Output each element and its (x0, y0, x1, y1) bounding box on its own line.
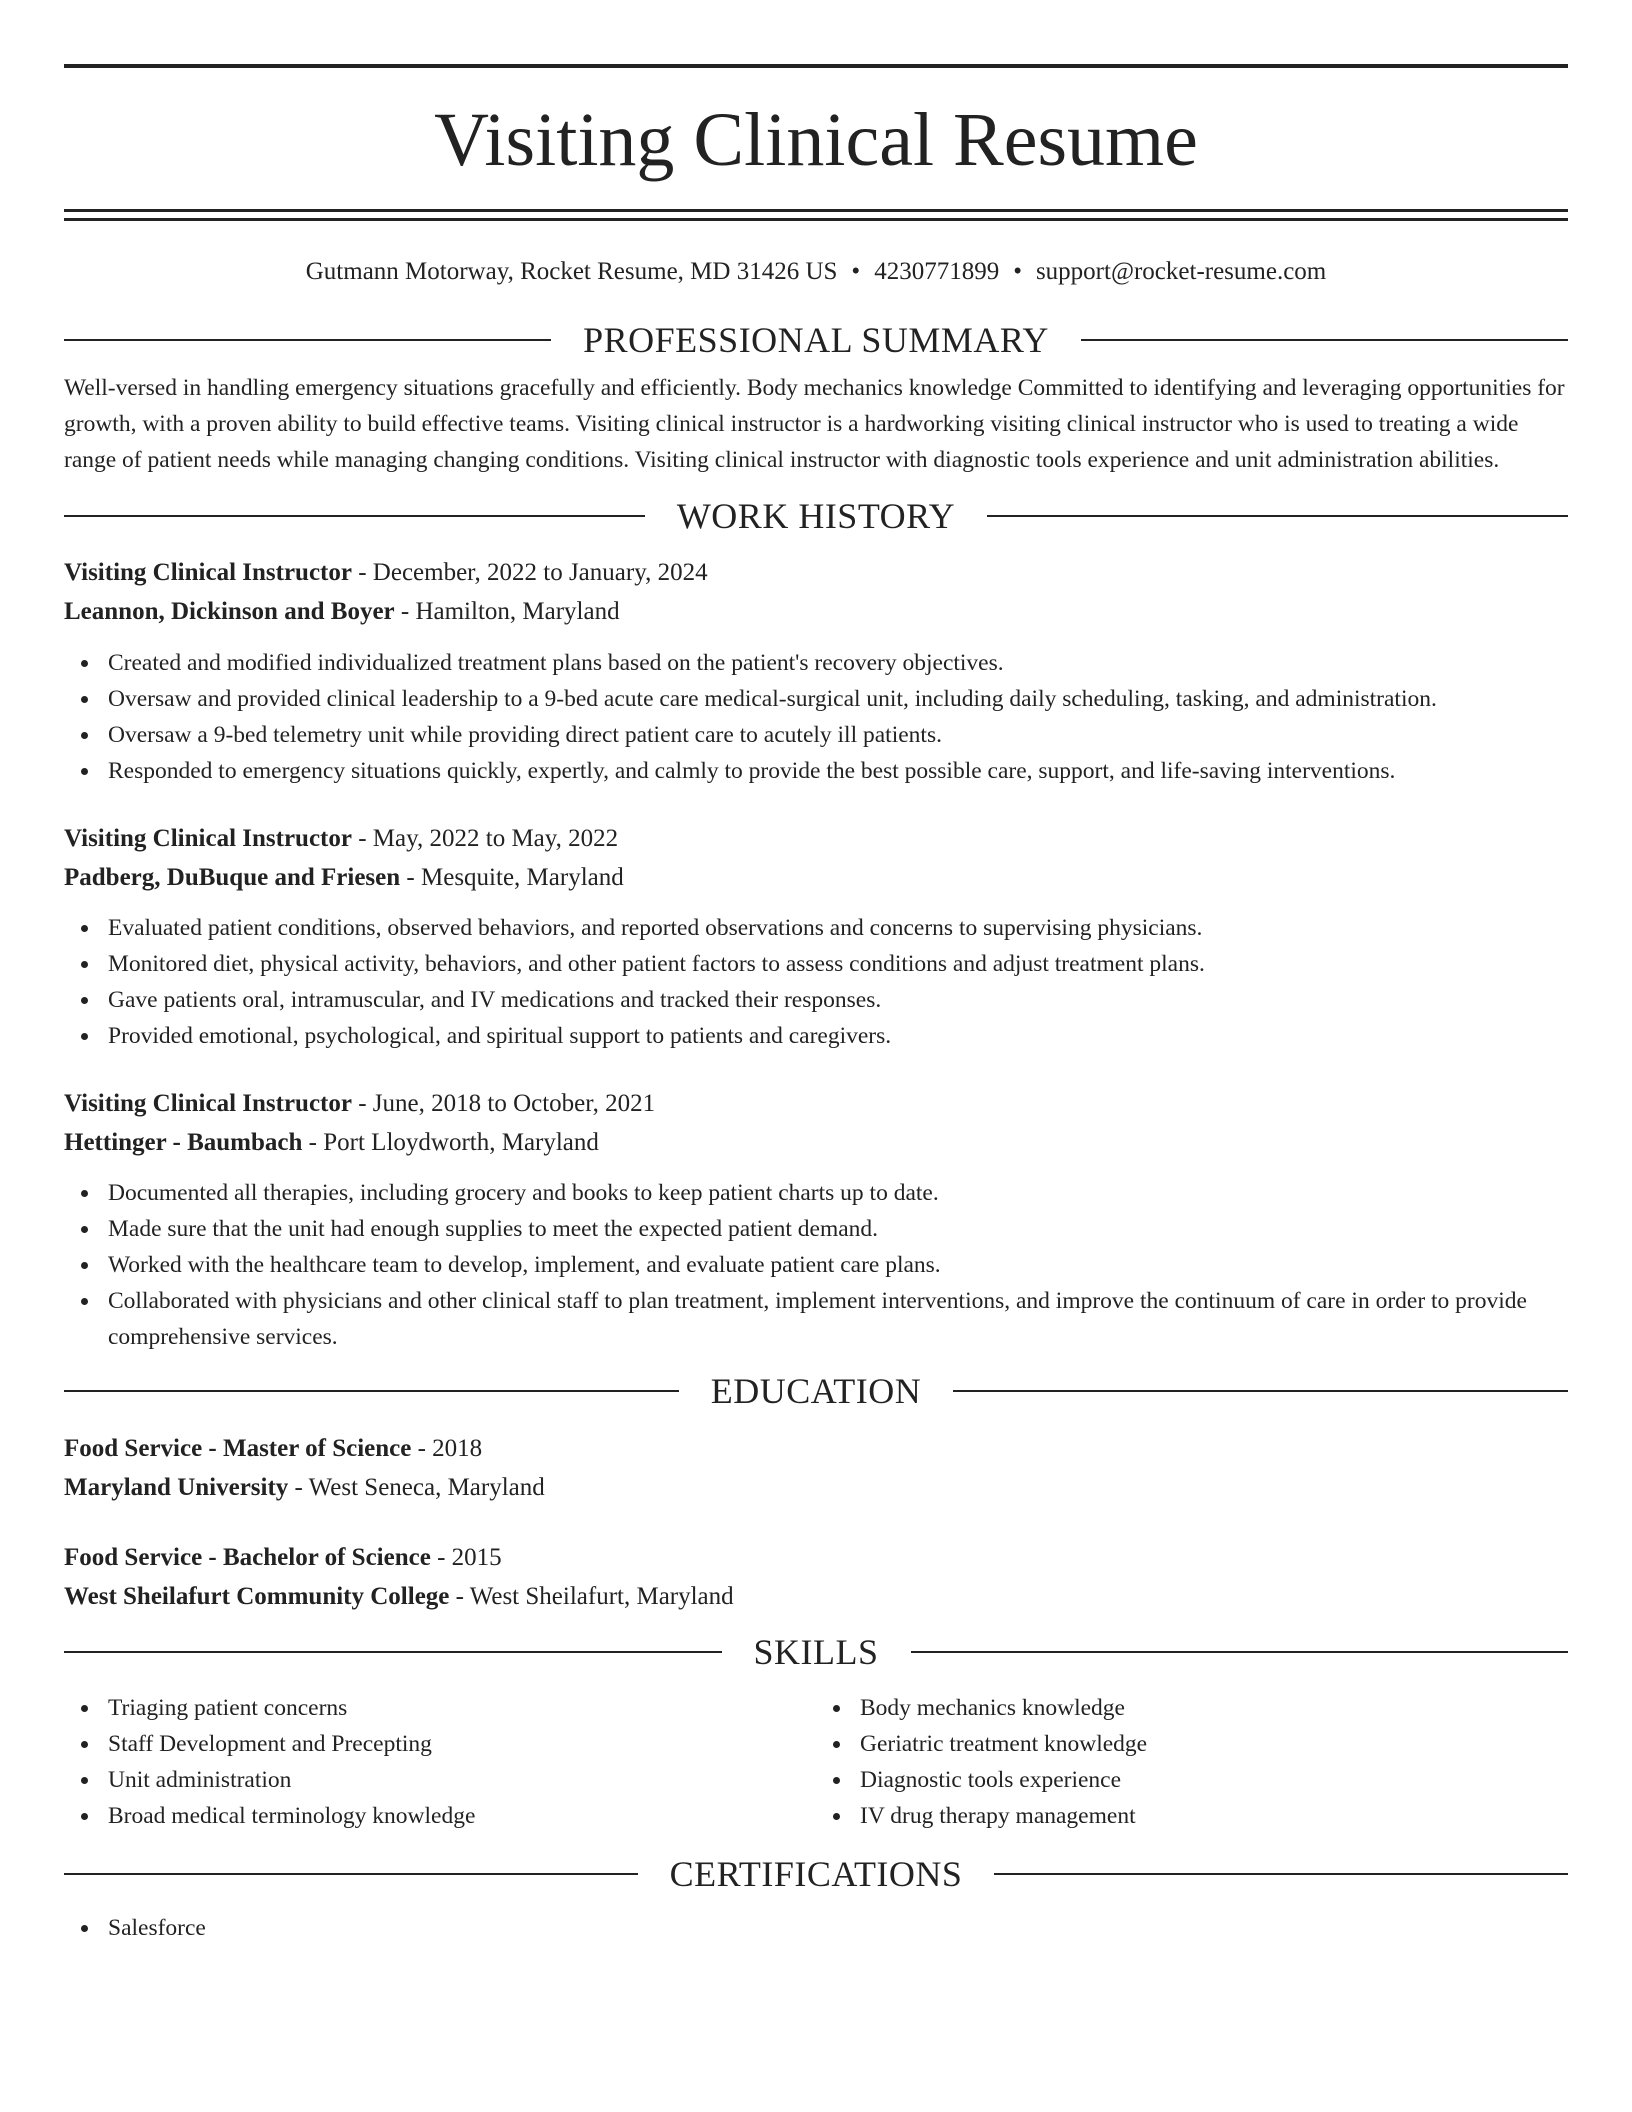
contact-address: Gutmann Motorway, Rocket Resume, MD 31426 US (305, 258, 838, 285)
job-company: Padberg, DuBuque and Friesen (64, 864, 401, 891)
job-location: - Port Lloydworth, Maryland (302, 1129, 599, 1156)
list-item: Documented all therapies, including grocery and books to keep patient charts up to date. (108, 1175, 1568, 1211)
degree-year: - 2018 (411, 1435, 483, 1462)
job-bullets (64, 645, 1568, 789)
degree-line (64, 1429, 1568, 1468)
list-item: Body mechanics knowledge (860, 1690, 1568, 1726)
job-location: - Hamilton, Maryland (394, 598, 620, 625)
job-title-line (64, 1084, 1568, 1123)
contact-email: support@rocket-resume.com (1035, 258, 1327, 285)
list-item: Evaluated patient conditions, observed behaviors, and reported observations and concerns to supervising physicians. (108, 910, 1568, 946)
section-title: EDUCATION (710, 1371, 922, 1411)
school-line (64, 1577, 1568, 1616)
section-title: SKILLS (753, 1632, 879, 1672)
job-entry (64, 819, 1568, 1054)
job-location: - Mesquite, Maryland (400, 864, 624, 891)
section-header-work (64, 496, 1568, 536)
section-header-skills (64, 1632, 1568, 1672)
section-header-summary (64, 320, 1568, 360)
education-entry (64, 1538, 1568, 1616)
job-dates: - June, 2018 to October, 2021 (351, 1090, 656, 1117)
job-title: Visiting Clinical Instructor (64, 559, 352, 586)
page-title: Visiting Clinical Resume (434, 98, 1198, 182)
school-line (64, 1468, 1568, 1507)
list-item: Unit administration (108, 1762, 816, 1798)
job-dates: - May, 2022 to May, 2022 (351, 825, 619, 852)
job-bullets (64, 1175, 1568, 1355)
section-title: WORK HISTORY (676, 496, 956, 536)
list-item: Diagnostic tools experience (860, 1762, 1568, 1798)
certifications-list (64, 1910, 1568, 1946)
section-title: CERTIFICATIONS (669, 1854, 963, 1894)
list-item: Staff Development and Precepting (108, 1726, 816, 1762)
skills-list-right (816, 1690, 1568, 1834)
skills-columns (64, 1690, 1568, 1834)
resume-page (64, 64, 1568, 1946)
list-item: Worked with the healthcare team to develop, implement, and evaluate patient care plans. (108, 1247, 1568, 1283)
list-item: Geriatric treatment knowledge (860, 1726, 1568, 1762)
title-double-rule (64, 209, 1568, 221)
section-header-education (64, 1371, 1568, 1411)
contact-separator: • (1013, 258, 1022, 285)
list-item: Provided emotional, psychological, and spiritual support to patients and caregivers. (108, 1018, 1568, 1054)
job-company-line (64, 1123, 1568, 1162)
job-title-line (64, 553, 1568, 592)
degree: Food Service - Bachelor of Science (64, 1544, 431, 1571)
list-item: Responded to emergency situations quickly, expertly, and calmly to provide the best possible care, support, and life-saving interventions. (108, 753, 1568, 789)
job-company-line (64, 592, 1568, 631)
list-item: Oversaw a 9-bed telemetry unit while providing direct patient care to acutely ill patients. (108, 717, 1568, 753)
skills-list-left (64, 1690, 816, 1834)
list-item: Monitored diet, physical activity, behaviors, and other patient factors to assess conditions and adjust treatment plans. (108, 946, 1568, 982)
section-header-certifications (64, 1854, 1568, 1894)
list-item: Salesforce (108, 1910, 1568, 1946)
list-item: Broad medical terminology knowledge (108, 1798, 816, 1834)
list-item: Gave patients oral, intramuscular, and IV medications and tracked their responses. (108, 982, 1568, 1018)
school: Maryland University (64, 1474, 289, 1501)
list-item: Created and modified individualized treatment plans based on the patient's recovery objectives. (108, 645, 1568, 681)
job-title: Visiting Clinical Instructor (64, 1090, 352, 1117)
school-location: - West Sheilafurt, Maryland (449, 1583, 734, 1610)
job-company: Hettinger - Baumbach (64, 1129, 303, 1156)
summary-text: Well-versed in handling emergency situations gracefully and efficiently. Body mechanics knowledge Committed to identifying and leveraging opportunities for growth, with a proven ability to build effective teams. Visiting clinical instructor is a hardworking visiting clinical instructor who is used to treating a wide range of patient needs while managing changing conditions. Visiting clinical instructor with diagnostic tools experience and unit administration abilities. (64, 375, 1565, 473)
list-item: Oversaw and provided clinical leadership to a 9-bed acute care medical-surgical unit, including daily scheduling, tasking, and administration. (108, 681, 1568, 717)
contact-phone: 4230771899 (874, 258, 1000, 285)
degree-line (64, 1538, 1568, 1577)
list-item: Triaging patient concerns (108, 1690, 816, 1726)
section-title: PROFESSIONAL SUMMARY (583, 320, 1049, 360)
job-dates: - December, 2022 to January, 2024 (351, 559, 708, 586)
degree-year: - 2015 (430, 1544, 502, 1571)
job-title: Visiting Clinical Instructor (64, 825, 352, 852)
degree: Food Service - Master of Science (64, 1435, 412, 1462)
job-entry (64, 553, 1568, 789)
list-item: Collaborated with physicians and other clinical staff to plan treatment, implement interventions, and improve the continuum of care in order to provide comprehensive services. (108, 1283, 1568, 1355)
job-title-line (64, 819, 1568, 858)
school-location: - West Seneca, Maryland (288, 1474, 545, 1501)
education-entry (64, 1429, 1568, 1507)
job-entry (64, 1084, 1568, 1355)
job-company-line (64, 858, 1568, 897)
contact-line (64, 257, 1568, 287)
job-bullets (64, 910, 1568, 1054)
contact-separator: • (851, 258, 861, 285)
list-item: Made sure that the unit had enough supplies to meet the expected patient demand. (108, 1211, 1568, 1247)
school: West Sheilafurt Community College (64, 1583, 450, 1610)
job-company: Leannon, Dickinson and Boyer (64, 598, 395, 625)
list-item: IV drug therapy management (860, 1798, 1568, 1834)
